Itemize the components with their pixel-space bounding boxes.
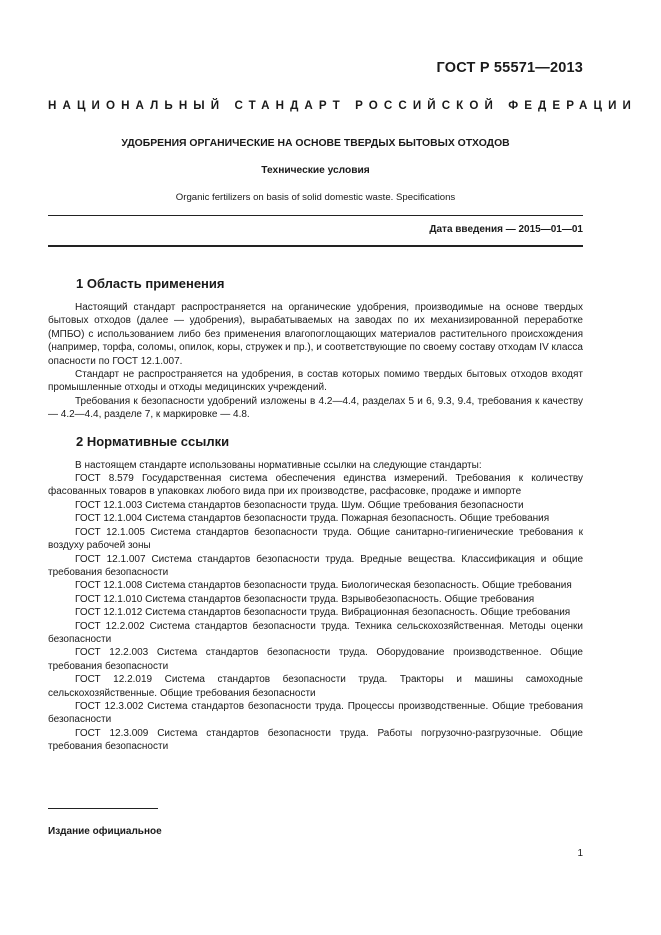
- section-heading-scope: 1 Область применения: [76, 276, 225, 291]
- page-number: 1: [577, 848, 583, 859]
- reference-item: ГОСТ 12.3.009 Система стандартов безопасности труда. Работы погрузочно-разгрузочные. Общие требования безопасности: [48, 727, 583, 753]
- official-edition-label: Издание официальное: [48, 826, 162, 837]
- document-subtitle: Технические условия: [261, 165, 370, 176]
- paragraph: Настоящий стандарт распространяется на органические удобрения, производимые на основе твердых бытовых отходов (далее — удобрения), вырабатываемых на заводах по их механизированной переработке (МПБО) с использованием либо без применения влагопоглощающих материалов растительного происхождения (например, торфа, соломы, опилок, коры, стружек и пр.), и соответствующие по своему составу отходам IV класса опасности по ГОСТ 12.1.007.: [48, 302, 583, 367]
- reference-item: ГОСТ 12.1.008 Система стандартов безопасности труда. Биологическая безопасность. Общие требования: [75, 580, 572, 592]
- gost-number: ГОСТ Р 55571—2013: [436, 60, 583, 76]
- paragraph: Требования к безопасности удобрений изложены в 4.2—4.4, разделах 5 и 6, 9.3, 9.4, требования к качеству — 4.2—4.4, разделе 7, к маркировке — 4.8.: [48, 395, 583, 421]
- introduction-date: Дата введения — 2015—01—01: [429, 224, 583, 235]
- reference-item: ГОСТ 12.2.019 Система стандартов безопасности труда. Тракторы и машины самоходные сельскохозяйственные. Общие требования безопасности: [48, 674, 583, 699]
- reference-item: ГОСТ 12.1.003 Система стандартов безопасности труда. Шум. Общие требования безопасности: [75, 499, 524, 511]
- document-title-english: Organic fertilizers on basis of solid domestic waste. Specifications: [175, 192, 456, 203]
- reference-item: ГОСТ 8.579 Государственная система обеспечения единства измерений. Требования к количеству фасованных товаров в упаковках любого вида при их производстве, расфасовке, продаже и импорте: [48, 473, 583, 498]
- section-heading-references: 2 Нормативные ссылки: [76, 433, 230, 449]
- paragraph: В настоящем стандарте использованы нормативные ссылки на следующие стандарты:: [75, 459, 482, 471]
- reference-item: ГОСТ 12.2.002 Система стандартов безопасности труда. Техника сельскохозяйственная. Методы оценки безопасности: [48, 620, 583, 645]
- document-title: УДОБРЕНИЯ ОРГАНИЧЕСКИЕ НА ОСНОВЕ ТВЕРДЫХ БЫТОВЫХ ОТХОДОВ: [121, 138, 510, 149]
- footer-divider: [48, 808, 158, 809]
- national-standard-heading: НАЦИОНАЛЬНЫЙ СТАНДАРТ РОССИЙСКОЙ ФЕДЕРАЦИИ: [48, 99, 637, 112]
- reference-item: ГОСТ 12.1.012 Система стандартов безопасности труда. Вибрационная безопасность. Общие требования: [75, 607, 571, 619]
- reference-item: ГОСТ 12.1.007 Система стандартов безопасности труда. Вредные вещества. Классификация и общие требования безопасности: [48, 553, 583, 578]
- reference-item: ГОСТ 12.2.003 Система стандартов безопасности труда. Оборудование производственное. Общие требования безопасности: [48, 647, 583, 672]
- document-body: [48, 276, 583, 754]
- reference-item: ГОСТ 12.1.005 Система стандартов безопасности труда. Общие санитарно-гигиенические требования к воздуху рабочей зоны: [48, 526, 583, 552]
- header-divider-thick: [48, 245, 583, 247]
- paragraph: Стандарт не распространяется на удобрения, в состав которых помимо твердых бытовых отходов входят промышленные отходы и отходы медицинских учреждений.: [48, 369, 583, 394]
- header-divider: [48, 215, 583, 216]
- reference-item: ГОСТ 12.3.002 Система стандартов безопасности труда. Процессы производственные. Общие требования безопасности: [48, 700, 583, 726]
- reference-item: ГОСТ 12.1.004 Система стандартов безопасности труда. Пожарная безопасность. Общие требования: [75, 513, 550, 525]
- reference-item: ГОСТ 12.1.010 Система стандартов безопасности труда. Взрывобезопасность. Общие требования: [75, 593, 535, 605]
